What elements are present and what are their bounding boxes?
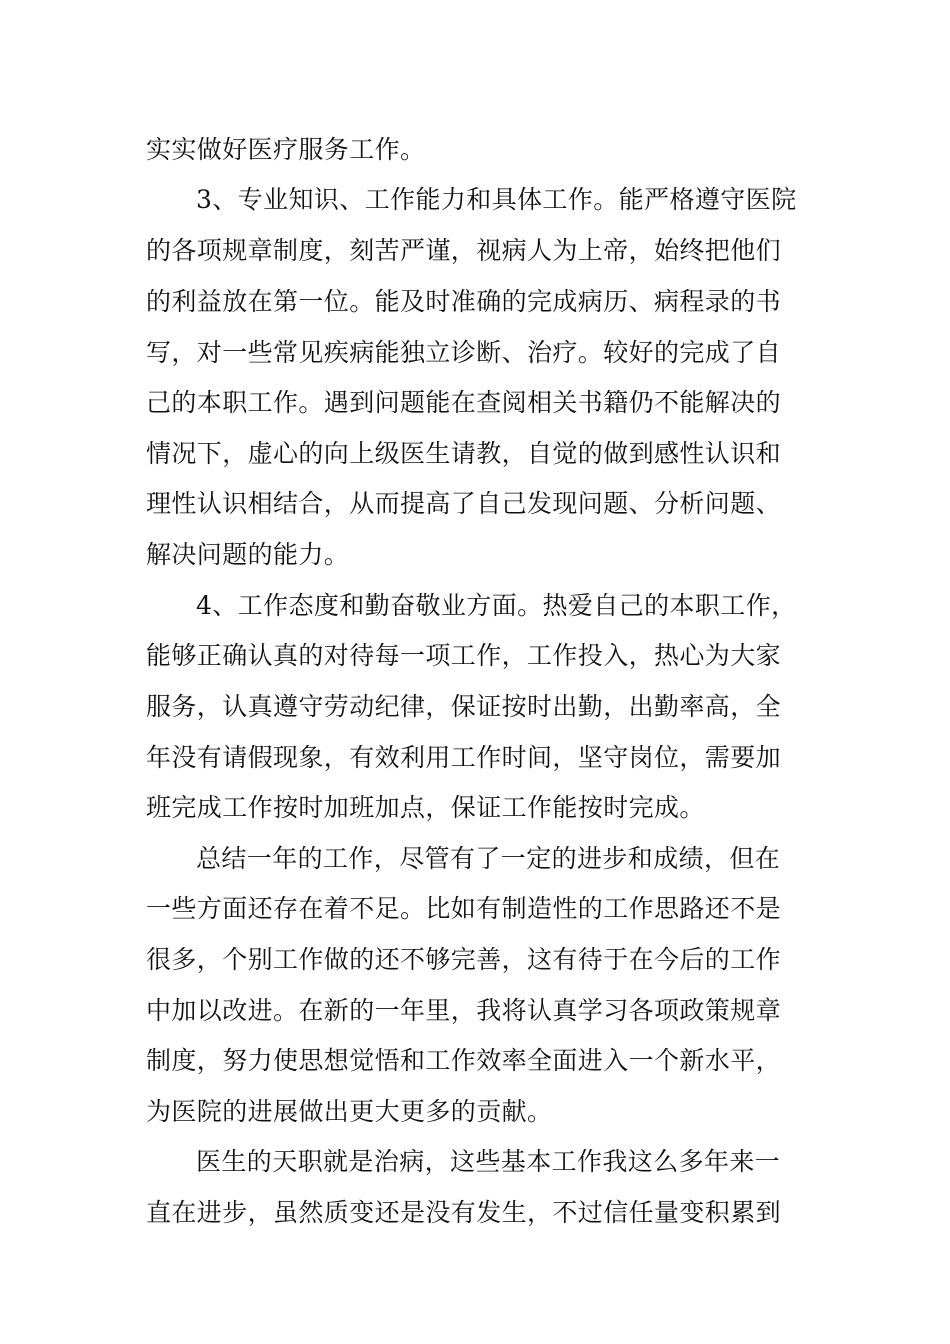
text-line: 的利益放在第一位。能及时准确的完成病历、病程录的书 bbox=[146, 287, 782, 316]
text-line: 很多，个别工作做的还不够完善，这有待于在今后的工作 bbox=[146, 945, 782, 974]
text-line: 理性认识相结合，从而提高了自己发现问题、分析问题、 bbox=[146, 489, 782, 518]
text-line: 情况下，虚心的向上级医生请教，自觉的做到感性认识和 bbox=[146, 439, 782, 468]
text-line: 写，对一些常见疾病能独立诊断、治疗。较好的完成了自 bbox=[146, 338, 782, 367]
text-line: 的各项规章制度，刻苦严谨，视病人为上帝，始终把他们 bbox=[146, 236, 782, 265]
text-line: 直在进步，虽然质变还是没有发生，不过信任量变积累到 bbox=[146, 1198, 782, 1227]
text-line: 为医院的进展做出更大更多的贡献。 bbox=[146, 1097, 553, 1126]
text-line: 3、专业知识、工作能力和具体工作。能严格遵守医院 bbox=[196, 185, 797, 214]
text-line: 总结一年的工作，尽管有了一定的进步和成绩，但在 bbox=[196, 844, 781, 873]
text-line: 医生的天职就是治病，这些基本工作我这么多年来一 bbox=[196, 1147, 781, 1176]
text-line: 实实做好医疗服务工作。 bbox=[146, 135, 426, 164]
text-line: 一些方面还存在着不足。比如有制造性的工作思路还不是 bbox=[146, 894, 782, 923]
text-line: 制度，努力使思想觉悟和工作效率全面进入一个新水平， bbox=[146, 1046, 782, 1075]
text-line: 解决问题的能力。 bbox=[146, 540, 350, 569]
text-line: 能够正确认真的对待每一项工作，工作投入，热心为大家 bbox=[146, 641, 782, 670]
text-line: 己的本职工作。遇到问题能在查阅相关书籍仍不能解决的 bbox=[146, 388, 782, 417]
text-line: 服务，认真遵守劳动纪律，保证按时出勤，出勤率高，全 bbox=[146, 692, 782, 721]
text-line: 班完成工作按时加班加点，保证工作能按时完成。 bbox=[146, 793, 705, 822]
text-line: 4、工作态度和勤奋敬业方面。热爱自己的本职工作， bbox=[196, 591, 797, 620]
text-line: 中加以改进。在新的一年里，我将认真学习各项政策规章 bbox=[146, 996, 782, 1025]
text-line: 年没有请假现象，有效利用工作时间，坚守岗位，需要加 bbox=[146, 743, 782, 772]
